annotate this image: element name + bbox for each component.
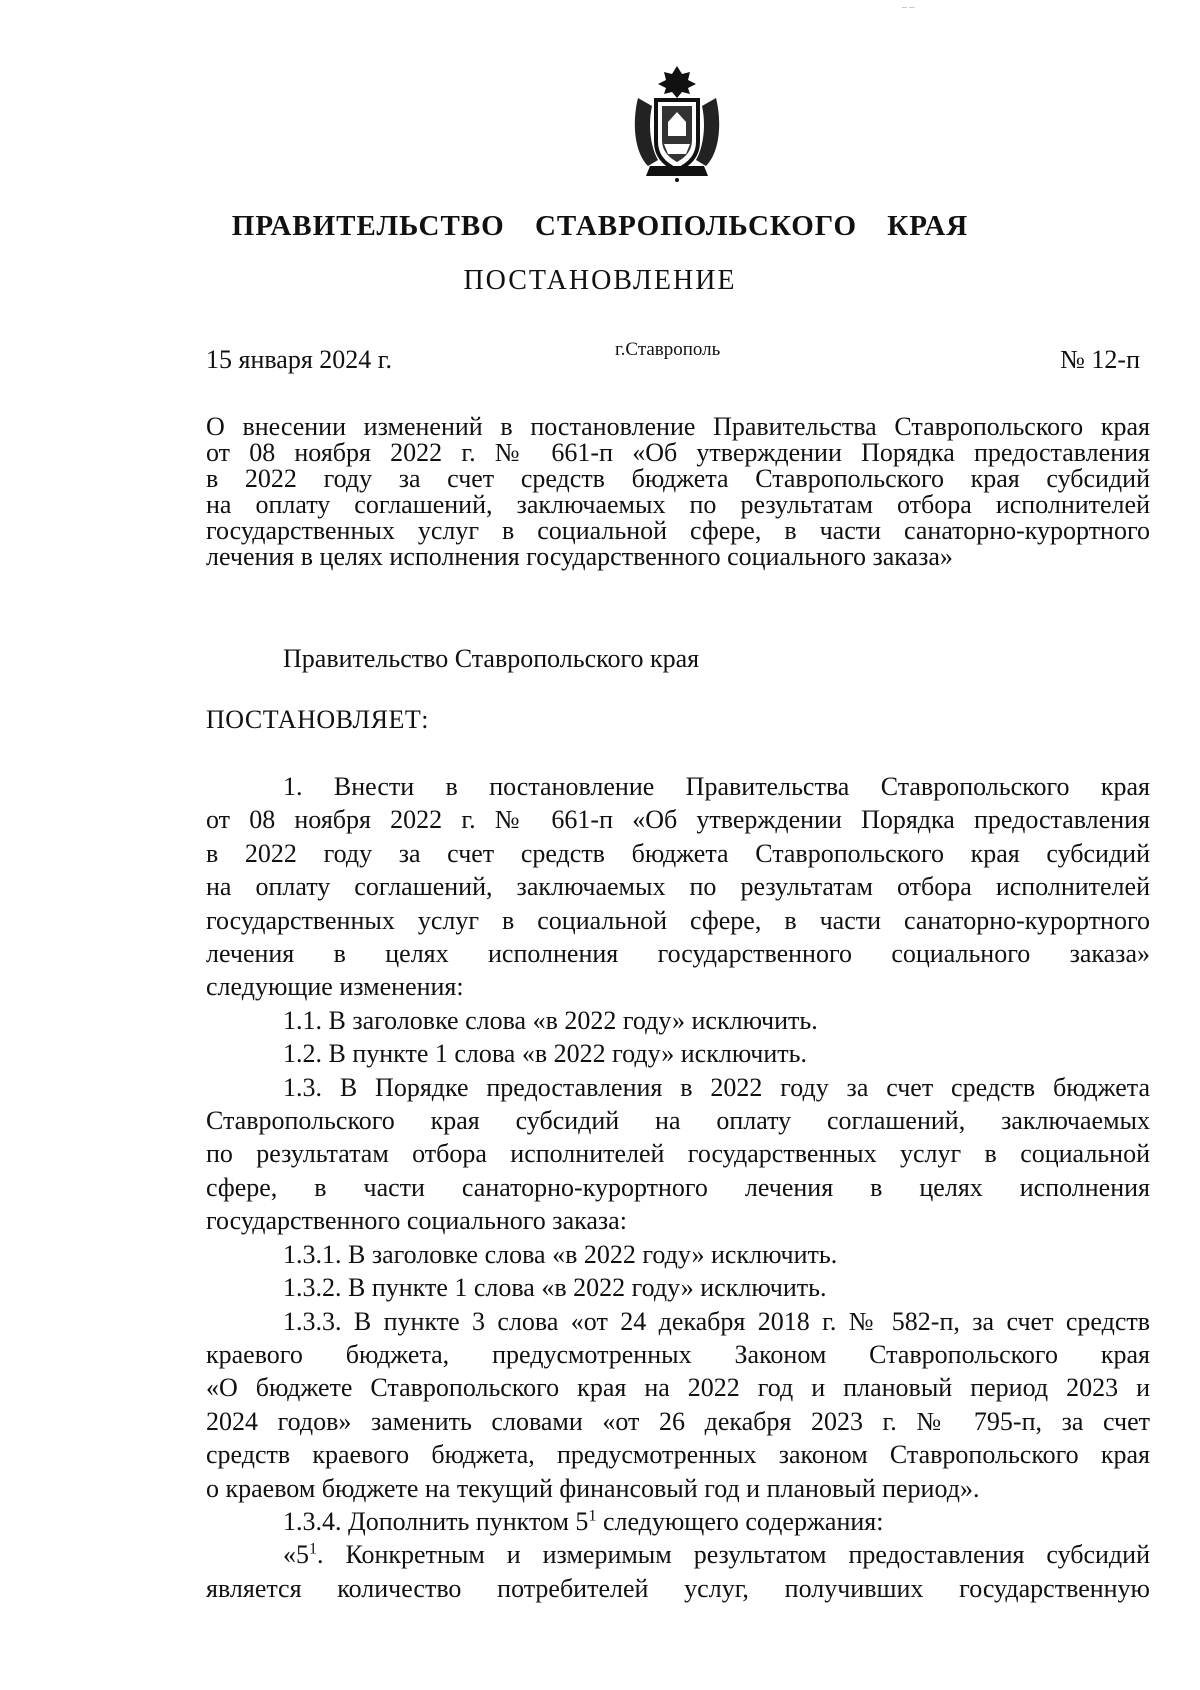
body-line: Ставропольского края субсидий на оплату соглашений, заключаемых bbox=[206, 1106, 1150, 1136]
document-number: № 12-п bbox=[1060, 345, 1140, 374]
body-line: сфере, в части санаторно-курортного лечения в целях исполнения bbox=[206, 1172, 1150, 1202]
document-body bbox=[206, 770, 1150, 1605]
body-line: 1.3.2. В пункте 1 слова «в 2022 году» исключить. bbox=[283, 1273, 827, 1303]
subject-line: в 2022 году за счет средств бюджета Ставропольского края субсидий bbox=[206, 464, 1150, 493]
scan-artifact: ‒ ‒ bbox=[902, 2, 915, 13]
subject-line: лечения в целях исполнения государственного социального заказа» bbox=[206, 542, 953, 571]
preamble-resolves: ПОСТАНОВЛЯЕТ: bbox=[206, 705, 429, 734]
body-line: средств краевого бюджета, предусмотренных законом Ставропольского края bbox=[206, 1440, 1150, 1470]
body-text: «5 bbox=[283, 1540, 309, 1570]
superscript: 1 bbox=[309, 1540, 317, 1558]
coat-of-arms-icon bbox=[628, 62, 726, 182]
document-city: г.Ставрополь bbox=[615, 339, 721, 360]
subject-line: от 08 ноября 2022 г. № 661-п «Об утверждении Порядка предоставления bbox=[206, 438, 1150, 467]
body-text: следующего содержания: bbox=[602, 1506, 884, 1536]
body-line: лечения в целях исполнения государственного социального заказа» bbox=[206, 939, 1150, 969]
body-line: 1.3. В Порядке предоставления в 2022 году за счет средств бюджета bbox=[283, 1072, 1150, 1102]
subject-line: О внесении изменений в постановление Правительства Ставропольского края bbox=[206, 412, 1150, 441]
body-line: на оплату соглашений, заключаемых по результатам отбора исполнителей bbox=[206, 872, 1150, 902]
body-line: 1.3.3. В пункте 3 слова «от 24 декабря 2018 г. № 582-п, за счет средств bbox=[283, 1306, 1150, 1336]
preamble-government: Правительство Ставропольского края bbox=[283, 644, 700, 673]
body-line: краевого бюджета, предусмотренных Законом Ставропольского края bbox=[206, 1339, 1150, 1369]
body-line: государственных услуг в социальной сфере, в части санаторно-курортного bbox=[206, 905, 1150, 935]
body-text: 1.3.4. Дополнить пунктом 5 bbox=[283, 1506, 589, 1536]
government-title: ПРАВИТЕЛЬСТВО СТАВРОПОЛЬСКОГО КРАЯ bbox=[231, 210, 969, 242]
subject-line: государственных услуг в социальной сфере, в части санаторно-курортного bbox=[206, 516, 1150, 545]
body-line: 1.2. В пункте 1 слова «в 2022 году» исключить. bbox=[283, 1039, 807, 1069]
body-line: в 2022 году за счет средств бюджета Ставропольского края субсидий bbox=[206, 838, 1150, 868]
body-line: 1. Внести в постановление Правительства Ставропольского края bbox=[283, 772, 1150, 801]
body-line-quoted bbox=[206, 1538, 1150, 1571]
body-line-clause-5-1 bbox=[206, 1505, 1150, 1538]
body-line: государственного социального заказа: bbox=[206, 1206, 627, 1236]
body-line: является количество потребителей услуг, получивших государственную bbox=[206, 1573, 1150, 1603]
document-type: ПОСТАНОВЛЕНИЕ bbox=[463, 265, 737, 296]
body-line: о краевом бюджете на текущий финансовый год и плановый период». bbox=[206, 1473, 980, 1503]
superscript: 1 bbox=[588, 1507, 597, 1525]
subject-line: на оплату соглашений, заключаемых по результатам отбора исполнителей bbox=[206, 490, 1150, 519]
body-line: 1.3.1. В заголовке слова «в 2022 году» исключить. bbox=[283, 1239, 838, 1269]
body-line: следующие изменения: bbox=[206, 972, 464, 1002]
body-text: . Конкретным и измеримым результатом предоставления субсидий bbox=[317, 1540, 1150, 1570]
body-line: «О бюджете Ставропольского края на 2022 год и плановый период 2023 и bbox=[206, 1373, 1150, 1403]
body-line: 1.1. В заголовке слова «в 2022 году» исключить. bbox=[283, 1005, 818, 1035]
body-line: 2024 годов» заменить словами «от 26 декабря 2023 г. № 795-п, за счет bbox=[206, 1406, 1150, 1436]
document-subject bbox=[206, 414, 1150, 570]
document-date: 15 января 2024 г. bbox=[206, 345, 393, 374]
body-line: по результатам отбора исполнителей государственных услуг в социальной bbox=[206, 1139, 1150, 1169]
body-line: от 08 ноября 2022 г. № 661-п «Об утверждении Порядка предоставления bbox=[206, 805, 1150, 835]
